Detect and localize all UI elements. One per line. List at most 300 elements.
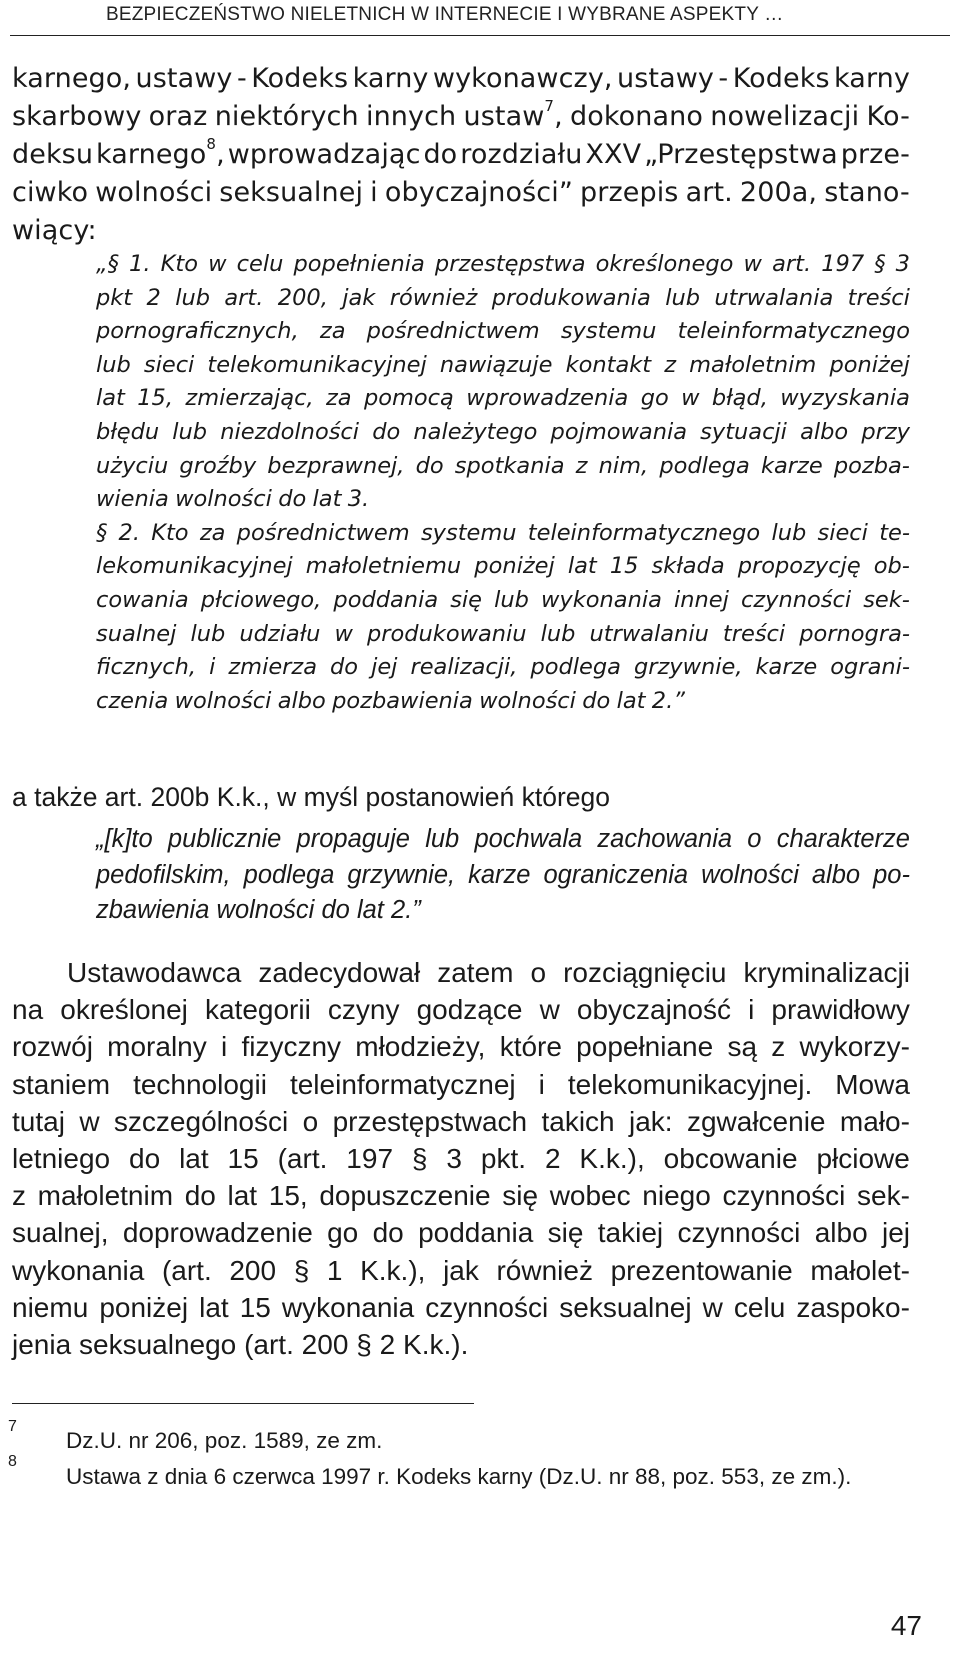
word: udziału <box>239 620 321 647</box>
word: określonego <box>595 251 734 277</box>
body-line <box>12 1177 910 1214</box>
word: kryminalizacji <box>743 957 910 988</box>
word: do <box>129 1143 161 1175</box>
intro-line <box>12 136 910 174</box>
word: technologii <box>133 1068 267 1100</box>
word: do <box>372 418 401 445</box>
word: lat <box>356 896 384 924</box>
word: systemu <box>420 519 517 546</box>
word: do <box>372 1217 404 1249</box>
word: na <box>12 994 44 1026</box>
word: zadecydował <box>258 957 421 988</box>
word: lat <box>96 385 125 412</box>
quote-line <box>96 349 910 383</box>
word: w <box>539 994 560 1026</box>
word: się <box>502 1180 539 1212</box>
word: 3 <box>446 1143 462 1175</box>
quote-line <box>96 517 910 551</box>
word: grzywnie, <box>633 654 743 681</box>
word: lat <box>199 1291 229 1323</box>
word: 2 <box>146 284 161 311</box>
word: innej <box>673 586 729 613</box>
word: wolności <box>174 687 272 714</box>
word: sualnej, <box>12 1217 109 1249</box>
word: wolności <box>175 486 272 513</box>
word: wolności <box>701 860 799 889</box>
word: mało- <box>839 1105 910 1137</box>
word: popełniane <box>576 1031 714 1063</box>
word: lub <box>172 418 208 445</box>
word: do <box>330 654 359 681</box>
word: pornograficznych, <box>96 318 299 345</box>
word: w <box>208 251 227 277</box>
word: zbawienia <box>96 896 210 924</box>
word: użyciu <box>96 452 169 479</box>
word: art. <box>685 177 733 208</box>
word: innych <box>365 101 457 132</box>
word: 2 <box>544 1143 561 1175</box>
word: propaguje <box>296 825 410 853</box>
word: celu <box>236 251 284 277</box>
word: podlega <box>659 452 750 479</box>
word: lat <box>227 1180 258 1212</box>
word: pomocą <box>363 385 454 412</box>
word: teleinformatycznego <box>527 519 761 546</box>
word: „Przestępstwa <box>644 139 838 170</box>
word: wiący: <box>12 215 97 246</box>
word: poniżej <box>474 553 555 580</box>
word: telekomunikacyjnej. <box>567 1068 813 1100</box>
word: poddania <box>333 586 439 613</box>
word: 15, <box>268 1180 308 1212</box>
word: albo <box>811 860 861 889</box>
word: 2.” <box>651 687 685 714</box>
word: za <box>319 318 346 345</box>
word: K.k.), <box>579 1143 645 1175</box>
body-line <box>12 1252 910 1289</box>
footnote-text: Ustawa z dnia 6 czerwca 1997 r. Kodeks karny (Dz.U. nr 88, poz. 553, ze zm.). <box>66 1464 852 1489</box>
quote-line <box>96 248 910 282</box>
word: cowania <box>96 586 189 613</box>
word: K.k.), <box>360 1254 426 1286</box>
word: o <box>530 957 547 988</box>
body-line <box>12 1289 910 1326</box>
word-with-footnote <box>96 136 225 174</box>
word: 2 <box>379 1329 396 1361</box>
word: 2.” <box>391 896 421 924</box>
word: dokonano <box>570 101 703 132</box>
word: wobec <box>549 1180 631 1212</box>
word: wykonania <box>281 1291 415 1323</box>
word: małoletnim <box>689 351 817 378</box>
word: jak <box>342 284 376 311</box>
word: 197 <box>821 251 865 277</box>
word: dopuszczenie <box>319 1180 491 1212</box>
word: przestępstwach <box>332 1105 528 1137</box>
word: w <box>334 620 353 647</box>
word: z <box>664 351 676 378</box>
word: 2. <box>118 519 140 546</box>
word: takich <box>541 1105 615 1137</box>
word: 3. <box>347 486 370 513</box>
body-line <box>12 1214 910 1251</box>
word: poniżej <box>829 351 910 378</box>
word: doprowadzenie <box>122 1217 313 1249</box>
quote-line <box>96 893 910 929</box>
word: młodzieży, <box>355 1031 486 1063</box>
word: Mowa <box>835 1068 910 1100</box>
word: 15, <box>137 385 174 412</box>
word: lub <box>425 825 460 853</box>
word: stano- <box>824 177 910 208</box>
word: karze <box>468 860 531 889</box>
word: albo <box>800 418 849 445</box>
word: lub <box>540 620 576 647</box>
word: albo <box>277 687 326 714</box>
quote-line <box>96 858 910 894</box>
word: karny <box>834 63 910 94</box>
word: 200 <box>301 1329 349 1361</box>
word: ciwko <box>12 177 89 208</box>
word: 200a, <box>739 177 818 208</box>
quote-line <box>96 685 910 719</box>
word: (art. <box>244 1329 294 1361</box>
footnote-ref-8: 8 <box>206 135 217 153</box>
word: pozbawienia <box>332 687 473 714</box>
word: nawiązuje <box>439 351 553 378</box>
word: które <box>499 1031 562 1063</box>
intro-line <box>12 60 910 98</box>
word: Kto <box>151 519 189 546</box>
word: jak <box>443 1254 479 1286</box>
word: sytuacji <box>700 418 787 445</box>
word: 15 <box>239 1291 271 1323</box>
word: niektórych <box>214 101 359 132</box>
word: prawidłowy <box>771 994 910 1026</box>
quote-line <box>96 315 910 349</box>
word: czynności <box>740 586 852 613</box>
word: niego <box>642 1180 711 1212</box>
intro-line <box>12 174 910 212</box>
word: czynności <box>677 1217 801 1249</box>
word: w <box>743 251 762 277</box>
word: karze <box>755 654 818 681</box>
intro-line <box>12 212 910 250</box>
word: i <box>538 1068 545 1100</box>
word: art. <box>224 284 264 311</box>
word: spotkania <box>454 452 565 479</box>
word: jej <box>371 654 398 681</box>
word: treści <box>847 284 910 311</box>
word: pośrednictwem <box>236 519 410 546</box>
word: podlega <box>243 860 335 889</box>
word: małolet- <box>810 1254 910 1286</box>
quote-line <box>96 450 910 484</box>
word: ustawy <box>135 63 233 94</box>
word: sieci <box>817 519 868 546</box>
word: składa <box>651 553 725 580</box>
word: prze- <box>840 139 910 170</box>
word: (art. <box>277 1143 328 1175</box>
body-line <box>12 1066 910 1103</box>
word: z <box>12 1180 26 1212</box>
body-line <box>12 1140 910 1177</box>
word: lub <box>665 284 700 311</box>
word: popełnienia <box>293 251 425 277</box>
word: staniem <box>12 1068 111 1100</box>
body-line <box>12 954 910 991</box>
quote-line <box>96 822 910 858</box>
word: za <box>325 385 352 412</box>
quote-line <box>96 618 910 652</box>
word: bezprawnej, <box>267 452 405 479</box>
word: albo <box>814 1217 868 1249</box>
word: realizacji, <box>410 654 518 681</box>
word: ograni- <box>830 654 910 681</box>
word: lub <box>190 620 226 647</box>
word: jej <box>881 1217 910 1249</box>
body-line <box>12 1028 910 1065</box>
word: małoletniemu <box>305 553 462 580</box>
word: określonej <box>60 994 188 1026</box>
word: przepis <box>580 177 679 208</box>
word: rozwój <box>12 1031 93 1063</box>
word: z <box>771 1031 786 1063</box>
word: Kodeks <box>732 63 830 94</box>
word: propozycję <box>737 553 861 580</box>
word: czynności <box>425 1291 549 1323</box>
quote-art-200a <box>96 248 910 718</box>
word: wykonania <box>12 1254 145 1286</box>
word: Ko- <box>866 101 910 132</box>
word: błąd, <box>711 385 768 412</box>
word: 197 <box>346 1143 394 1175</box>
punctuation: , <box>216 139 225 170</box>
punctuation: , <box>554 101 563 132</box>
word: do <box>423 139 458 170</box>
word: obyczajności” <box>384 177 573 208</box>
word: do <box>415 452 444 479</box>
word: w <box>681 385 700 412</box>
word: są <box>727 1031 758 1063</box>
word: poniżej <box>99 1291 189 1323</box>
word: lub <box>96 351 131 378</box>
word: lub <box>175 284 211 311</box>
word: płciowego, <box>200 586 322 613</box>
word: § <box>411 1143 428 1175</box>
footnote-8 <box>0 1453 960 1493</box>
word: pkt. <box>480 1143 527 1175</box>
word: jenia <box>12 1329 72 1361</box>
body-paragraph <box>12 954 910 1363</box>
word: produkowaniu <box>366 620 527 647</box>
word: wykonawczy, <box>432 63 613 94</box>
footnote-number: 8 <box>8 1453 17 1470</box>
word: produkowania <box>491 284 651 311</box>
footnote-text: Dz.U. nr 206, poz. 1589, ze zm. <box>66 1428 383 1453</box>
word: czynności <box>722 1180 846 1212</box>
body-line <box>12 991 910 1028</box>
word: do <box>321 896 350 924</box>
word: do <box>278 486 307 513</box>
word: lat <box>567 553 597 580</box>
word: karnego <box>96 139 207 170</box>
word: te- <box>879 519 910 546</box>
word: za <box>199 519 226 546</box>
word: seksualnego <box>79 1329 237 1361</box>
word: ograniczenia <box>543 860 689 889</box>
word: sualnej <box>96 620 177 647</box>
word: utrwalaniu <box>589 620 709 647</box>
footnote-number: 7 <box>8 1418 17 1435</box>
word: pedofilskim, <box>96 860 231 889</box>
word: przestępstwa <box>434 251 586 277</box>
word: wolności <box>95 177 213 208</box>
word: i <box>209 654 216 681</box>
intro-line <box>12 98 910 136</box>
word: lat <box>179 1143 209 1175</box>
word: niemu <box>12 1291 89 1323</box>
word: skarbowy <box>12 101 142 132</box>
word: o <box>747 825 762 853</box>
word: § <box>874 251 886 277</box>
running-header: BEZPIECZEŃSTWO NIELETNICH W INTERNECIE I WYBRANE ASPEKTY … <box>10 0 950 36</box>
word: zatem <box>437 957 514 988</box>
word: szczególności <box>113 1105 289 1137</box>
quote-line <box>96 651 910 685</box>
word: w <box>702 1291 723 1323</box>
word: teleinformatycznej <box>289 1068 516 1100</box>
word: lekomunikacyjnej <box>96 553 293 580</box>
word: pozba- <box>833 452 910 479</box>
word-with-footnote <box>464 98 563 136</box>
word: lub <box>494 586 529 613</box>
word: zgwałcenie <box>686 1105 826 1137</box>
word: zachowania <box>597 825 733 853</box>
word: płciowe <box>816 1143 910 1175</box>
word: 3 <box>895 251 910 277</box>
page-number: 47 <box>890 1610 922 1641</box>
word: wyzyskania <box>780 385 910 412</box>
word: 200 <box>229 1254 277 1286</box>
word: karze <box>760 452 823 479</box>
word: „[k]to <box>96 825 153 853</box>
word: Ustawodawca <box>67 957 242 988</box>
word: treści <box>722 620 786 647</box>
word: (art. <box>161 1254 212 1286</box>
word: lat <box>616 687 646 714</box>
word: pochwala <box>474 825 583 853</box>
word: Kto <box>160 251 198 277</box>
word: groźby <box>179 452 257 479</box>
word: sek- <box>857 1180 910 1212</box>
word: seksualnej <box>559 1291 692 1323</box>
word: czenia <box>96 687 169 714</box>
word: karny <box>352 63 429 94</box>
word: utrwalania <box>714 284 834 311</box>
word: do <box>582 687 611 714</box>
word: 200, <box>277 284 328 311</box>
word: 1. <box>129 251 151 277</box>
footnote-ref-7: 7 <box>544 97 555 115</box>
word: karnego, <box>12 63 132 94</box>
plain-line: a także art. 200b K.k., w myśl postanowień którego <box>12 782 611 812</box>
word: również <box>496 1254 593 1286</box>
word: niezdolności <box>220 418 360 445</box>
word: się <box>450 586 483 613</box>
quote-line <box>96 282 910 316</box>
word: zaspoko- <box>796 1291 910 1323</box>
quote-art-200b <box>96 822 910 929</box>
word: moralny <box>107 1031 207 1063</box>
word: obcowanie <box>663 1143 798 1175</box>
word: celu <box>733 1291 786 1323</box>
word: i <box>370 177 378 208</box>
word: ustawy <box>617 63 714 94</box>
word: kategorii <box>204 994 311 1026</box>
word: nowelizacji <box>710 101 860 132</box>
word: § <box>356 1329 372 1361</box>
word: przy <box>861 418 910 445</box>
word: zmierzając, <box>185 385 314 412</box>
word: kontakt <box>565 351 652 378</box>
word: XXV <box>585 139 642 170</box>
footnote-separator <box>12 1403 474 1404</box>
word: o <box>302 1105 319 1137</box>
word: sieci <box>143 351 195 378</box>
word: tutaj <box>12 1105 65 1137</box>
word: z <box>575 452 588 479</box>
word: po- <box>873 860 910 889</box>
word: Kodeks <box>251 63 349 94</box>
word: art. <box>772 251 812 277</box>
word: ob- <box>873 553 910 580</box>
word: zmierza <box>228 654 318 681</box>
word: wprowadzając <box>227 139 421 170</box>
word: go <box>327 1217 359 1249</box>
word: rozdziału <box>460 139 583 170</box>
word: seksualnej <box>219 177 364 208</box>
word: fizyczny <box>241 1031 342 1063</box>
word: § <box>293 1254 310 1286</box>
word: nim, <box>598 452 649 479</box>
footnote-7 <box>0 1418 960 1458</box>
word: publicznie <box>167 825 282 853</box>
word: ustaw <box>463 101 545 132</box>
word: pornogra- <box>799 620 910 647</box>
word: - <box>718 63 729 94</box>
word: sek- <box>863 586 910 613</box>
word: deksu <box>12 139 94 170</box>
word: pkt <box>96 284 133 311</box>
word: 1 <box>326 1254 343 1286</box>
word: wprowadzenia <box>466 385 629 412</box>
word: i <box>220 1031 228 1063</box>
word: wolności <box>479 687 576 714</box>
word: jak: <box>629 1105 673 1137</box>
word: do <box>184 1180 216 1212</box>
word: takiej <box>597 1217 664 1249</box>
word: się <box>547 1217 584 1249</box>
quote-line <box>96 382 910 416</box>
word: go <box>640 385 669 412</box>
word: charakterze <box>776 825 910 853</box>
word: rozciągnięciu <box>563 957 727 988</box>
quote-line <box>96 483 910 517</box>
word: należytego <box>413 418 538 445</box>
word: telekomunikacyjnej <box>207 351 427 378</box>
word: § <box>96 519 108 546</box>
